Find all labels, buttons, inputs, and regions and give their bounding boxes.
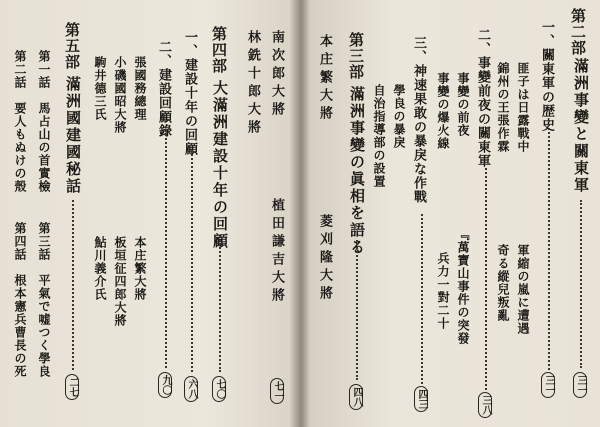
part5-label: 第五部 bbox=[63, 22, 81, 70]
part2-sec3-heading: 三、神速果敢の暴戾な作戰 bbox=[411, 36, 426, 204]
part3-page-ref: 四八 bbox=[349, 384, 363, 410]
authors-page-ref: 七一 bbox=[270, 378, 284, 404]
leader-dots bbox=[421, 214, 423, 384]
part4-sec2-heading: 二、建設回顧錄 bbox=[156, 40, 171, 138]
leader-dots bbox=[219, 240, 221, 372]
toc-entry: 事變の前夜 bbox=[456, 72, 470, 137]
toc-entry: 奇る縱兒叛亂 bbox=[496, 244, 510, 322]
part4-page-ref: 七〇 bbox=[212, 376, 226, 402]
toc-entry: 鮎川義介氏 bbox=[93, 236, 107, 301]
leader-dots bbox=[191, 150, 193, 372]
part2-sec3-page-ref: 四三 bbox=[414, 386, 428, 412]
book-gutter bbox=[290, 0, 310, 427]
leader-dots bbox=[548, 120, 550, 370]
toc-entry: 軍縮の嵐に遭遇 bbox=[516, 244, 530, 335]
toc-entry: 張國務總理 bbox=[133, 56, 147, 121]
story-title: 第四話 根本憲兵曹長の死 bbox=[13, 222, 27, 378]
part3-label: 第三部 bbox=[347, 32, 365, 80]
toc-entry: 『萬寶山事件の突發 bbox=[456, 228, 470, 345]
part2-sec2-heading: 二、事變前夜の關東軍 bbox=[475, 28, 490, 168]
story-title: 第一話 馬占山の首實檢 bbox=[37, 50, 51, 193]
part2-sec1-page-ref: 三一 bbox=[541, 372, 555, 398]
toc-entry: 駒井德三氏 bbox=[93, 56, 107, 121]
toc-entry: 學良の暴戾 bbox=[392, 84, 406, 149]
part5-title: 滿洲國建國秘話 bbox=[64, 76, 82, 195]
part4-sec2-page-ref: 九〇 bbox=[158, 372, 172, 398]
part5-page-ref: 二七 bbox=[65, 374, 79, 400]
leader-dots bbox=[485, 168, 487, 390]
toc-entry: 本庄繁大將 bbox=[133, 236, 147, 301]
part2-label: 第二部 bbox=[569, 8, 587, 56]
leader-dots bbox=[165, 130, 167, 368]
toc-entry: 自治指導部の設置 bbox=[372, 84, 386, 188]
toc-entry: 匪子は日露戰中 bbox=[516, 62, 530, 153]
toc-entry: 錦州の王張作霖 bbox=[496, 62, 510, 153]
author-name: 植田謙吉大將 bbox=[269, 198, 284, 306]
part3-title: 滿洲事變の眞相を語る bbox=[348, 86, 366, 256]
author-name: 林銑十郎大將 bbox=[245, 30, 260, 138]
part2-title: 滿洲事變と關東軍 bbox=[572, 58, 590, 194]
part4-label: 第四部 bbox=[210, 26, 228, 74]
toc-entry: 板垣征四郎大將 bbox=[113, 236, 127, 327]
toc-entry: 兵力一對二十 bbox=[436, 252, 450, 330]
leader-dots bbox=[72, 200, 74, 370]
part3-speaker: 本庄繁大將 bbox=[317, 34, 332, 124]
toc-entry: 事變の爆火線 bbox=[436, 72, 450, 150]
part2-page-ref: 三一 bbox=[573, 372, 587, 398]
story-title: 第二話 要人もぬけの殼 bbox=[13, 50, 27, 193]
part2-sec2-page-ref: 三八 bbox=[478, 392, 492, 418]
toc-entry: 小磯國昭大將 bbox=[113, 56, 127, 134]
leader-dots bbox=[356, 240, 358, 380]
part4-title: 大滿洲建設十年の回顧 bbox=[211, 80, 229, 250]
part4-sec1-page-ref: 六八 bbox=[184, 376, 198, 402]
part3-speaker: 菱刈隆大將 bbox=[317, 214, 332, 304]
leader-dots bbox=[580, 200, 582, 368]
part4-sec1-heading: 一、建設十年の回顧 bbox=[182, 30, 197, 156]
part2-sec1-heading: 一、關東軍の歴史 bbox=[539, 20, 554, 132]
author-name: 南次郎大將 bbox=[269, 30, 284, 120]
story-title: 第三話 平氣で嘘つく學良 bbox=[37, 222, 51, 378]
